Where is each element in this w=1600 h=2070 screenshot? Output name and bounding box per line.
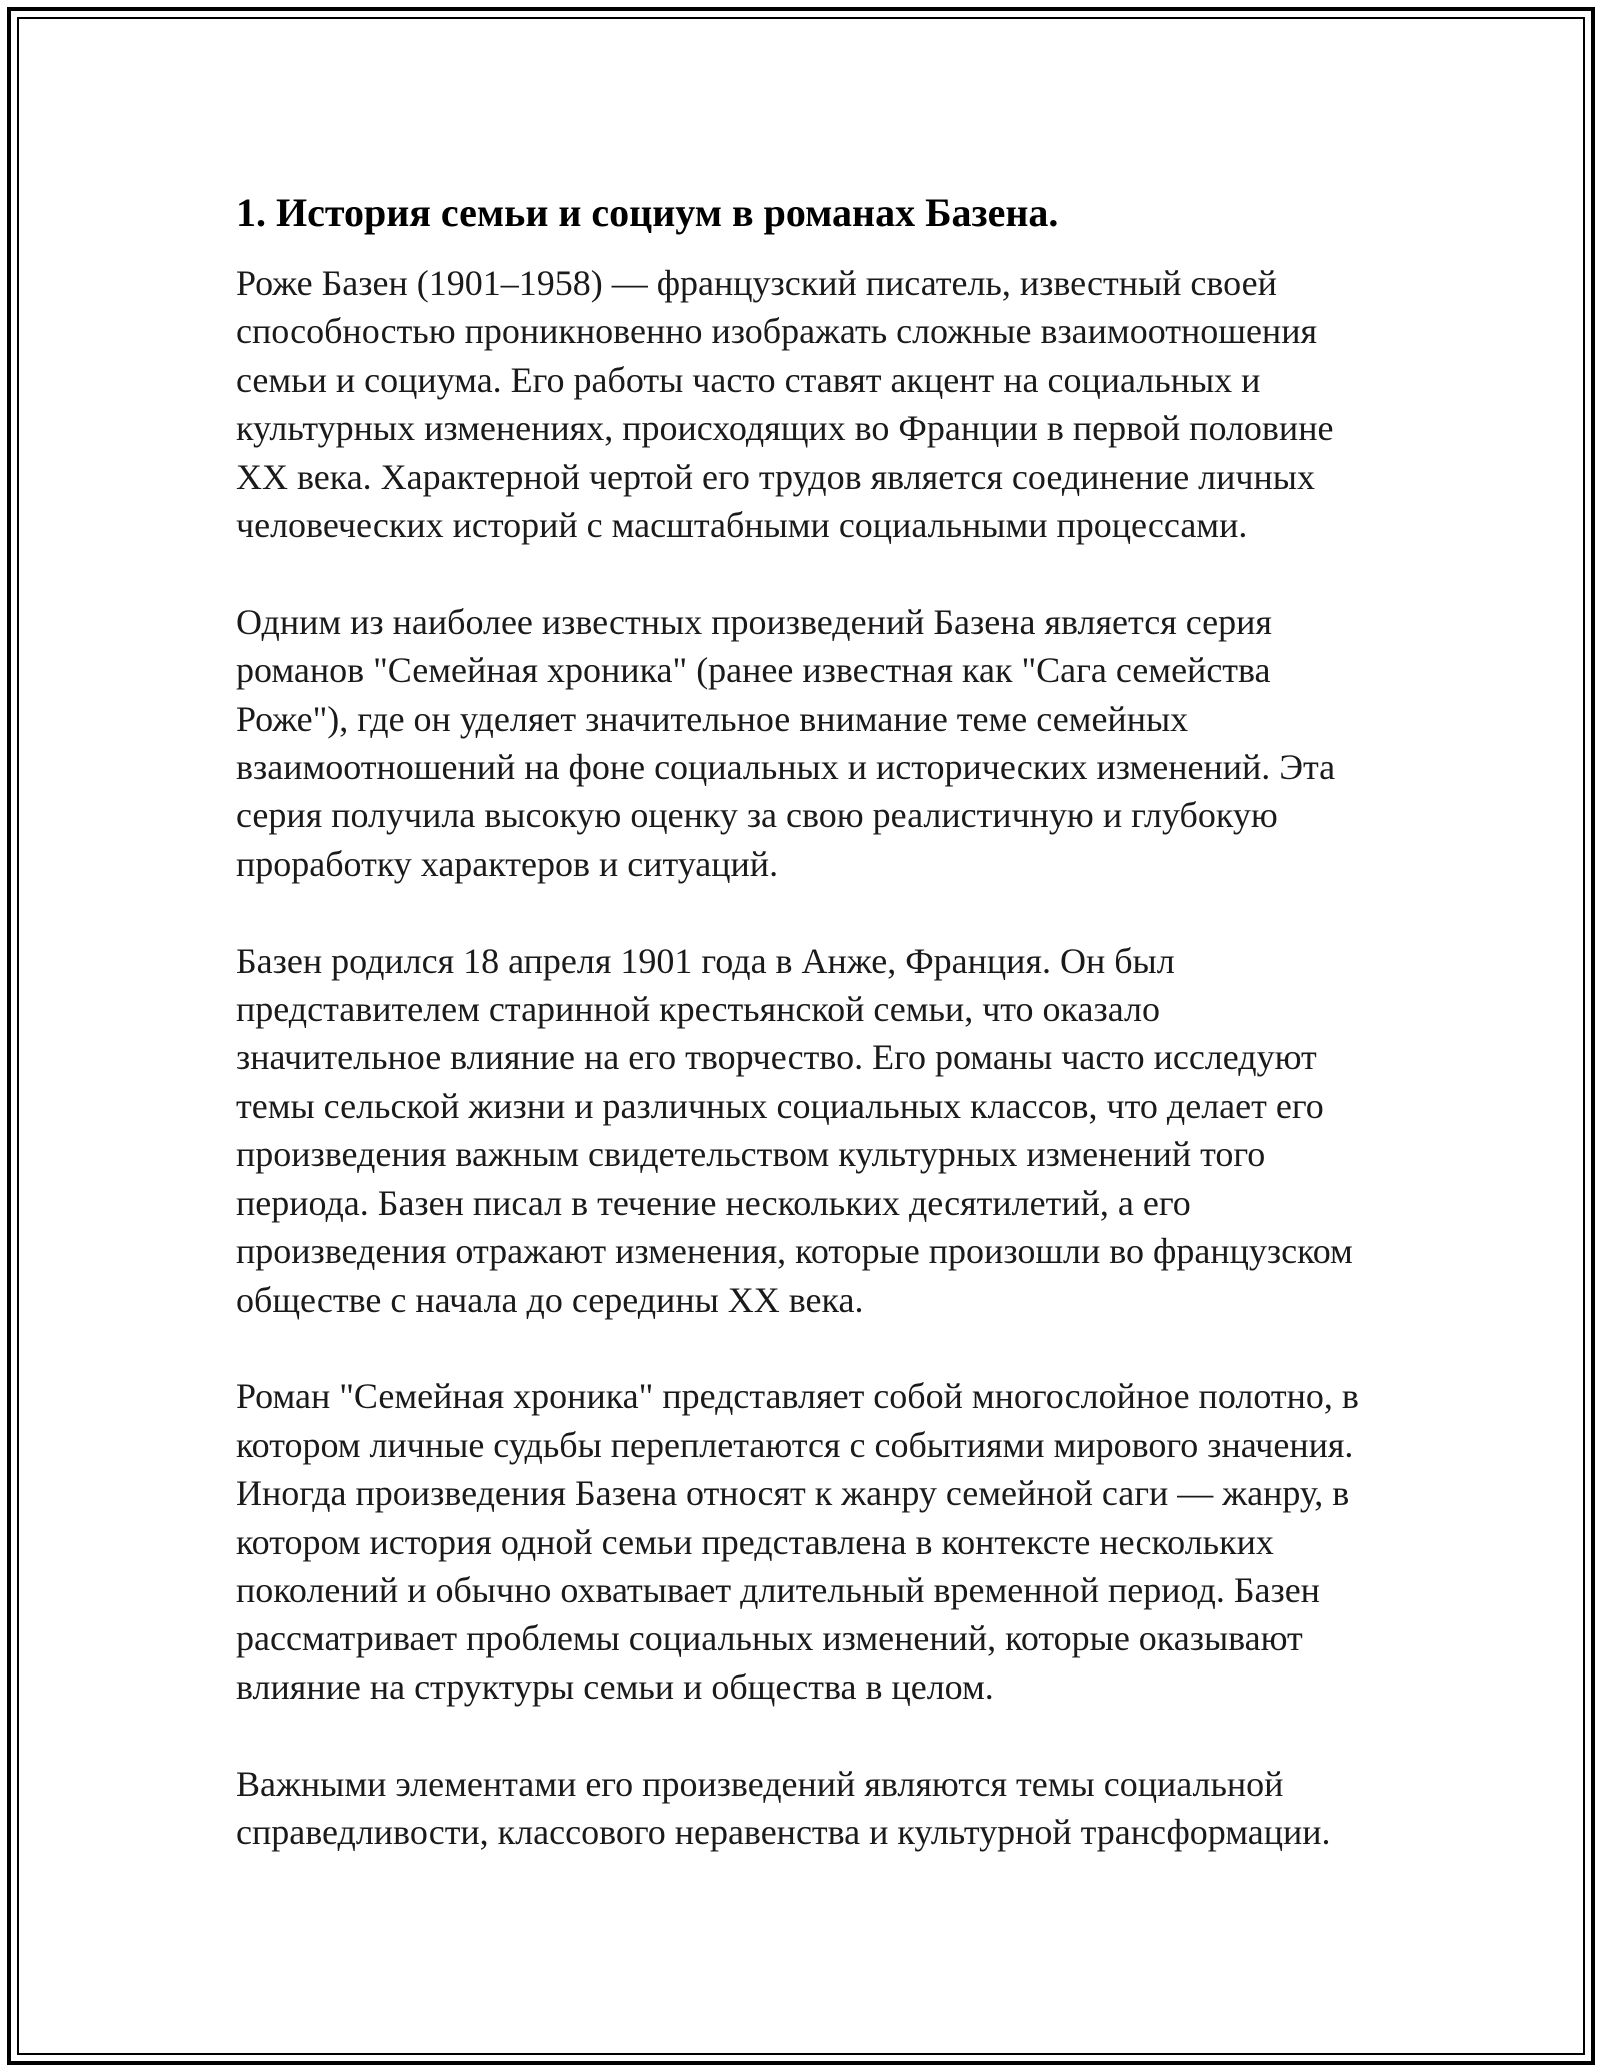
paragraph-themes: Важными элементами его произведений являются темы социальной справедливости, классового неравенства и культурной трансформации.	[236, 1763, 1331, 1852]
paragraph-intro: Роже Базен (1901–1958) — французский писатель, известный своей способностью проникновенно изображать сложные взаимоотношения семьи и социума. Его работы часто ставят акцент на социальных и культурных изменениях, происходящих во Франции в первой половине XX века. Характерной чертой его трудов является соединение личных человеческих историй с масштабными социальными процессами.	[236, 263, 1334, 546]
paragraph-novel-analysis: Роман "Семейная хроника" представляет собой многослойное полотно, в котором личные судьбы переплетаются с событиями мирового значения. Иногда произведения Базена относят к жанру семейной саги — жанру, в котором история одной семьи представлена в контексте нескольких поколений и обычно охватывает длительный временной период. Базен рассматривает проблемы социальных изменений, которые оказывают влияние на структуры семьи и общества в целом.	[236, 1376, 1359, 1707]
document-body	[236, 185, 1366, 1856]
paragraph-family-chronicle: Одним из наиболее известных произведений Базена является серия романов "Семейная хроника" (ранее известная как "Сага семейства Роже"), где он уделяет значительное внимание теме семейных взаимоотношений на фоне социальных и исторических изменений. Эта серия получила высокую оценку за свою реалистичную и глубокую проработку характеров и ситуаций.	[236, 601, 1336, 884]
section-heading: 1. История семьи и социум в романах Базена.	[236, 190, 1059, 235]
paragraph-biography: Базен родился 18 апреля 1901 года в Анже, Франция. Он был представителем старинной крестьянской семьи, что оказало значительное влияние на его творчество. Его романы часто исследуют темы сельской жизни и различных социальных классов, что делает его произведения важным свидетельством культурных изменений того периода. Базен писал в течение нескольких десятилетий, а его произведения отражают изменения, которые произошли во французском обществе с начала до середины XX века.	[236, 940, 1353, 1320]
